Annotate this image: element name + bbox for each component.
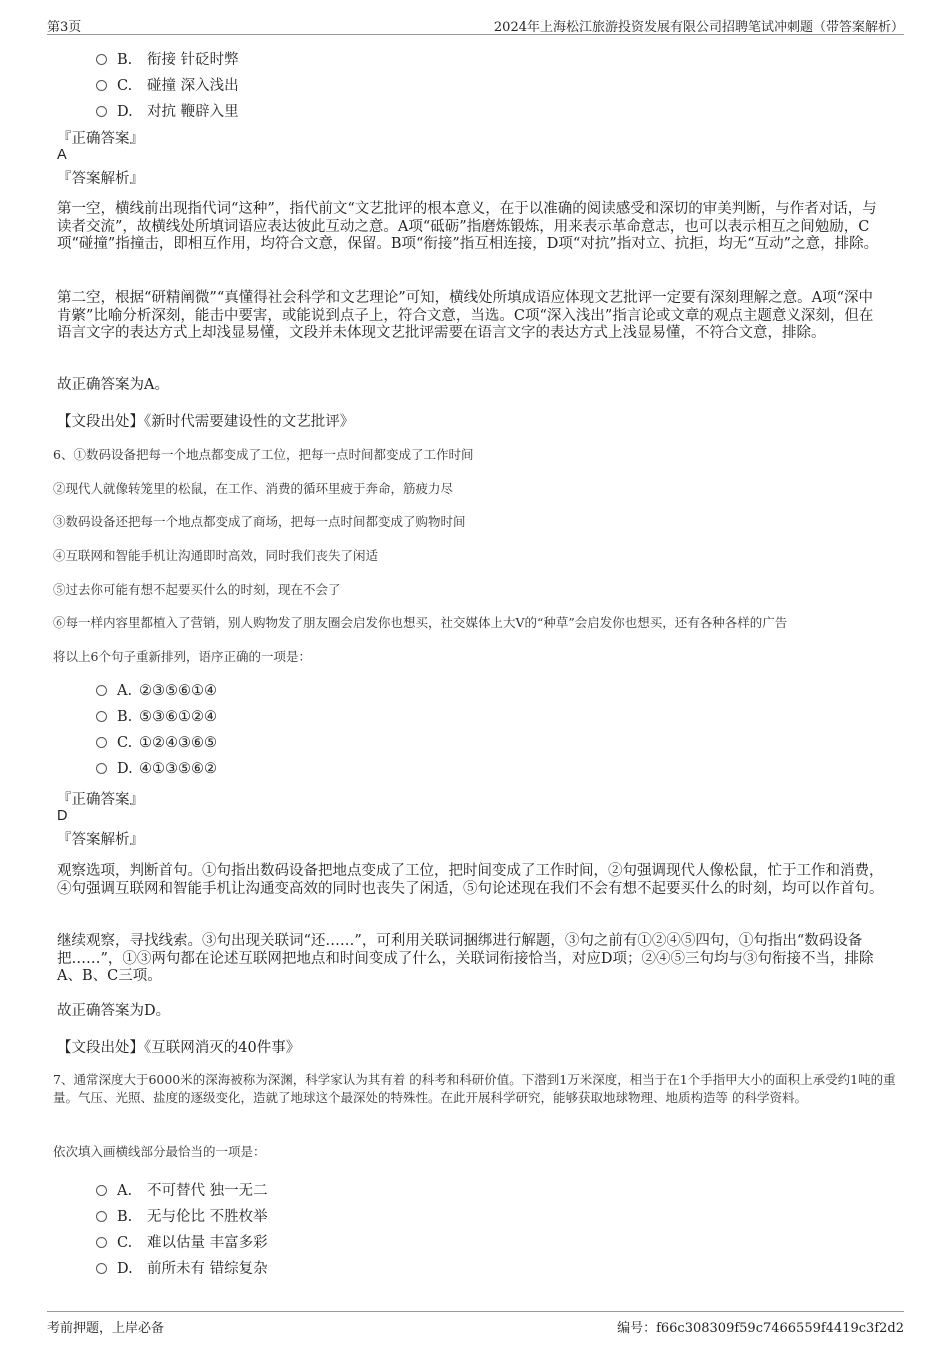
q5-analysis-para-2: 第二空，根据“研精阐微”“真懂得社会科学和文艺理论”可知，横线处所填成语应体现文艺批评一定要有深刻理解之意。A项“深中肯綮”比喻分析深刻，能击中要害，或能说到点子上，符合文意，当选。C项“深入浅出”指言论或文章的观点主题意义深刻，但在语言文字的表达方式上却浅显易懂，文段并未体现文艺批评需要在语言文字的表达方式上浅显易懂，不符合文意，排除。 (57, 290, 874, 341)
radio-icon[interactable] (96, 80, 107, 91)
q5-analysis-para-1: 第一空，横线前出现指代词“这种”，指代前文“文艺批评的根本意义，在于以准确的阅读感受和深切的审美判断，与作者对话，与读者交流”，故横线处所填词语应表达彼此互动之意。A项“砥砺”指磨炼锻炼，用来表示革命意志，也可以表示相互之间勉励，C项“碰撞”指撞击，即相互作用，均符合文意，保留。B项“衔接”指互相连接，D项“对抗”指对立、抗拒，均无“互动”之意，排除。 (57, 201, 879, 252)
q7-option-b[interactable]: B. 无与伦比 不胜枚举 (96, 1205, 268, 1227)
q6-source: 【文段出处】《互联网消灭的40件事》 (57, 1040, 301, 1056)
q6-analysis-para-2: 继续观察，寻找线索。③句出现关联词“还……”，可利用关联词捆绑进行解题，③句之前有①②④⑤四句，①句指出“数码设备把……”，①③两句都在论述互联网把地点和时间变成了什么，关联词衔接恰当，对应D项；②④⑤三句均与③句衔接不当，排除A、B、C三项。 (57, 933, 874, 984)
q5-option-d[interactable]: D. 对抗 鞭辟入里 (96, 100, 239, 122)
q6-answer: D (57, 808, 68, 824)
radio-icon[interactable] (96, 54, 107, 65)
radio-icon[interactable] (96, 685, 107, 696)
q6-sentence-5: ⑤过去你可能有想不起要买什么的时刻，现在不会了 (53, 582, 341, 597)
page-header (47, 14, 904, 35)
q6-option-c[interactable]: C. ①②④③⑥⑤ (96, 735, 217, 757)
q7-option-a[interactable]: A. 不可替代 独一无二 (96, 1179, 268, 1201)
q6-prompt: 将以上6个句子重新排列，语序正确的一项是： (53, 649, 311, 664)
page-number: 第3页 (47, 20, 82, 35)
q6-analysis-para-1: 观察选项，判断首句。①句指出数码设备把地点变成了工位，把时间变成了工作时间，②句强调现代人像松鼠，忙于工作和消费，④句强调互联网和智能手机让沟通变高效的同时也丧失了闲适，⑤句论述现在我们不会有想不起要买什么的时刻，均可以作首句。 (57, 863, 884, 897)
q6-answer-label: 『正确答案』 (57, 792, 144, 808)
q5-answer-label: 『正确答案』 (57, 131, 144, 147)
q7-stem: 7、通常深度大于6000米的深海被称为深渊，科学家认为其有着 的科考和科研价值。下潜到1万米深度，相当于在1个手指甲大小的面积上承受约1吨的重量。气压、光照、盐度的逐级变化，造就了地球这个最深处的特殊性。在此开展科学研究，能够获取地球物理、地质构造等 的科学资料。 (53, 1072, 896, 1105)
document-title: 2024年上海松江旅游投资发展有限公司招聘笔试冲刺题（带答案解析） (493, 20, 904, 35)
footer-slogan: 考前押题，上岸必备 (47, 1321, 165, 1336)
q6-sentence-4: ④互联网和智能手机让沟通即时高效，同时我们丧失了闲适 (53, 548, 379, 563)
q6-analysis-label: 『答案解析』 (57, 832, 144, 848)
q6-sentence-2: ②现代人就像转笼里的松鼠，在工作、消费的循环里疲于奔命，筋疲力尽 (53, 481, 454, 496)
q6-conclusion: 故正确答案为D。 (57, 1003, 171, 1019)
q5-option-c[interactable]: C. 碰撞 深入浅出 (96, 74, 239, 96)
q5-source: 【文段出处】《新时代需要建设性的文艺批评》 (57, 414, 355, 430)
q6-sentence-1: 6、①数码设备把每一个地点都变成了工位，把每一点时间都变成了工作时间 (53, 447, 474, 462)
radio-icon[interactable] (96, 1263, 107, 1274)
q6-sentence-3: ③数码设备还把每一个地点都变成了商场，把每一点时间都变成了购物时间 (53, 514, 466, 529)
q5-option-b[interactable]: B. 衔接 针砭时弊 (96, 48, 239, 70)
q7-option-d[interactable]: D. 前所未有 错综复杂 (96, 1257, 268, 1279)
document-id: 编号：f66c308309f59c7466559f4419c3f2d2 (617, 1321, 904, 1336)
radio-icon[interactable] (96, 737, 107, 748)
radio-icon[interactable] (96, 763, 107, 774)
radio-icon[interactable] (96, 106, 107, 117)
page-footer (47, 1311, 904, 1338)
radio-icon[interactable] (96, 1185, 107, 1196)
q6-option-a[interactable]: A. ②③⑤⑥①④ (96, 683, 217, 705)
q5-analysis-label: 『答案解析』 (57, 171, 144, 187)
radio-icon[interactable] (96, 711, 107, 722)
q5-conclusion: 故正确答案为A。 (57, 377, 169, 393)
radio-icon[interactable] (96, 1237, 107, 1248)
q7-prompt: 依次填入画横线部分最恰当的一项是： (53, 1144, 266, 1159)
q6-option-b[interactable]: B. ⑤③⑥①②④ (96, 709, 217, 731)
q6-sentence-6: ⑥每一样内容里都植入了营销，别人购物发了朋友圈会启发你也想买，社交媒体上大V的“种草”会启发你也想买，还有各种各样的广告 (53, 615, 788, 630)
q5-answer: A (57, 147, 67, 163)
radio-icon[interactable] (96, 1211, 107, 1222)
q6-option-d[interactable]: D. ④①③⑤⑥② (96, 761, 217, 783)
q7-option-c[interactable]: C. 难以估量 丰富多彩 (96, 1231, 268, 1253)
